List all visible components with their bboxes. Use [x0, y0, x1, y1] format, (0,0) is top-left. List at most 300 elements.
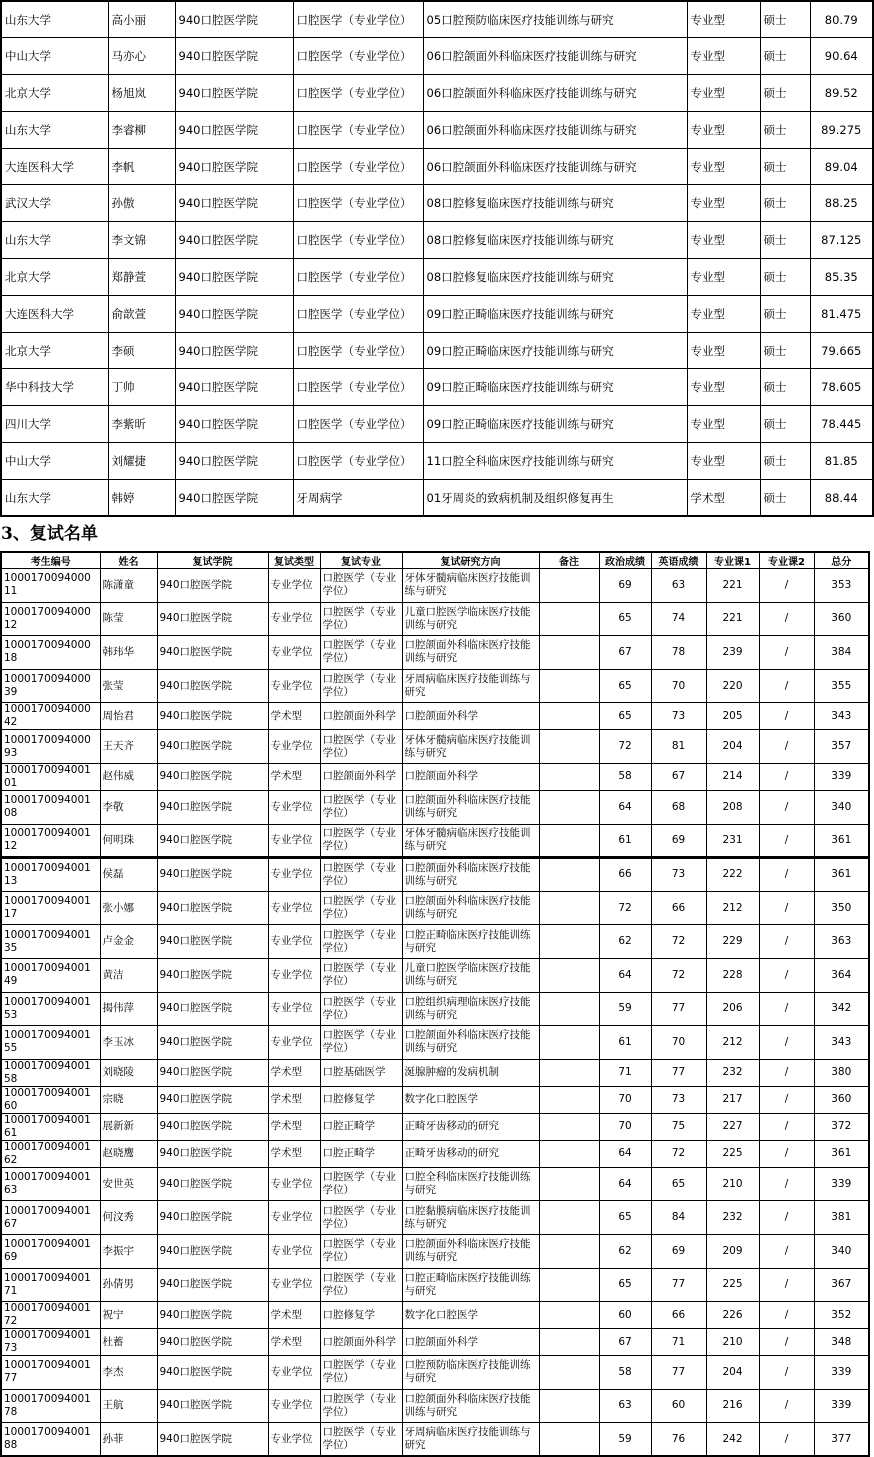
retest-cell-english: 68	[651, 790, 706, 824]
retest-cell-subject1: 214	[706, 763, 759, 790]
retest-cell-remark	[539, 763, 599, 790]
retest-cell-type: 专业学位	[268, 1356, 320, 1390]
retest-cell-subject1: 206	[706, 992, 759, 1026]
retest-cell-major: 口腔基础医学	[320, 1059, 402, 1086]
retest-cell-politics: 67	[599, 1329, 651, 1356]
admit-cell-degree-type: 专业型	[687, 259, 760, 296]
retest-cell-subject2: /	[759, 1059, 814, 1086]
retest-cell-subject1: 232	[706, 1059, 759, 1086]
admit-cell-name: 马亦心	[108, 38, 175, 75]
retest-cell-type: 学术型	[268, 703, 320, 730]
retest-cell-subject1: 226	[706, 1302, 759, 1329]
admit-cell-name: 郑静萱	[108, 259, 175, 296]
retest-cell-name: 安世英	[100, 1167, 157, 1201]
retest-cell-major: 口腔修复学	[320, 1086, 402, 1113]
admit-cell-school: 中山大学	[1, 443, 108, 480]
retest-cell-subject1: 221	[706, 569, 759, 603]
retest-cell-subject1: 217	[706, 1086, 759, 1113]
retest-cell-exam-id: 100017009400173	[1, 1329, 100, 1356]
retest-cell-college: 940口腔医学院	[157, 730, 268, 764]
admit-row	[1, 38, 873, 75]
retest-cell-major: 口腔颌面外科学	[320, 1329, 402, 1356]
retest-cell-politics: 66	[599, 858, 651, 892]
retest-cell-politics: 70	[599, 1086, 651, 1113]
admit-cell-major: 口腔医学（专业学位）	[293, 111, 423, 148]
retest-cell-name: 刘晓陵	[100, 1059, 157, 1086]
retest-cell-subject2: /	[759, 1113, 814, 1140]
admit-cell-score: 85.35	[810, 259, 873, 296]
retest-cell-college: 940口腔医学院	[157, 958, 268, 992]
admit-cell-name: 刘耀捷	[108, 443, 175, 480]
retest-cell-name: 展新新	[100, 1113, 157, 1140]
retest-cell-name: 张莹	[100, 669, 157, 703]
retest-cell-remark	[539, 1356, 599, 1390]
admit-cell-school: 四川大学	[1, 406, 108, 443]
retest-cell-subject2: /	[759, 824, 814, 858]
retest-cell-name: 李玉冰	[100, 1026, 157, 1060]
retest-cell-college: 940口腔医学院	[157, 1423, 268, 1457]
retest-cell-direction: 牙周病临床医疗技能训练与研究	[402, 669, 539, 703]
retest-cell-direction: 牙体牙髓病临床医疗技能训练与研究	[402, 730, 539, 764]
retest-cell-politics: 60	[599, 1302, 651, 1329]
retest-cell-subject2: /	[759, 858, 814, 892]
admit-cell-degree-type: 专业型	[687, 369, 760, 406]
retest-row	[1, 1059, 869, 1086]
retest-cell-english: 77	[651, 1268, 706, 1302]
admit-row	[1, 222, 873, 259]
retest-cell-name: 李敬	[100, 790, 157, 824]
retest-cell-type: 学术型	[268, 1113, 320, 1140]
admit-row	[1, 369, 873, 406]
retest-cell-exam-id: 100017009400012	[1, 602, 100, 636]
retest-cell-subject1: 210	[706, 1167, 759, 1201]
retest-cell-major: 口腔医学（专业学位）	[320, 569, 402, 603]
retest-cell-total: 339	[814, 1356, 869, 1390]
admit-cell-direction: 06口腔颌面外科临床医疗技能训练与研究	[423, 148, 687, 185]
retest-cell-total: 355	[814, 669, 869, 703]
retest-cell-name: 何明珠	[100, 824, 157, 858]
retest-header-cell: 专业课1	[706, 552, 759, 569]
retest-cell-type: 专业学位	[268, 925, 320, 959]
admit-cell-major: 口腔医学（专业学位）	[293, 1, 423, 38]
retest-row	[1, 1167, 869, 1201]
retest-cell-college: 940口腔医学院	[157, 790, 268, 824]
admit-cell-score: 79.665	[810, 332, 873, 369]
retest-cell-exam-id: 100017009400160	[1, 1086, 100, 1113]
retest-cell-name: 孙倩男	[100, 1268, 157, 1302]
retest-cell-major: 口腔医学（专业学位）	[320, 790, 402, 824]
admit-cell-school: 北京大学	[1, 259, 108, 296]
retest-cell-remark	[539, 1059, 599, 1086]
retest-row	[1, 891, 869, 925]
admit-cell-college: 940口腔医学院	[175, 185, 293, 222]
retest-cell-remark	[539, 1268, 599, 1302]
retest-cell-remark	[539, 1234, 599, 1268]
retest-cell-name: 陈莹	[100, 602, 157, 636]
admit-cell-name: 李硕	[108, 332, 175, 369]
retest-cell-major: 口腔医学（专业学位）	[320, 1423, 402, 1457]
retest-row	[1, 703, 869, 730]
retest-cell-total: 361	[814, 858, 869, 892]
retest-cell-total: 377	[814, 1423, 869, 1457]
admit-cell-college: 940口腔医学院	[175, 75, 293, 112]
admit-cell-name: 韩婷	[108, 479, 175, 516]
retest-row	[1, 1423, 869, 1457]
retest-cell-total: 348	[814, 1329, 869, 1356]
retest-cell-major: 口腔医学（专业学位）	[320, 1234, 402, 1268]
admit-cell-degree-type: 专业型	[687, 443, 760, 480]
retest-cell-remark	[539, 1140, 599, 1167]
retest-cell-major: 口腔修复学	[320, 1302, 402, 1329]
admit-cell-degree-type: 专业型	[687, 1, 760, 38]
retest-cell-exam-id: 100017009400155	[1, 1026, 100, 1060]
retest-cell-major: 口腔医学（专业学位）	[320, 669, 402, 703]
retest-cell-exam-id: 100017009400167	[1, 1201, 100, 1235]
admit-cell-score: 78.605	[810, 369, 873, 406]
retest-header-cell: 英语成绩	[651, 552, 706, 569]
retest-row	[1, 1302, 869, 1329]
retest-cell-college: 940口腔医学院	[157, 925, 268, 959]
retest-row	[1, 824, 869, 858]
retest-cell-total: 360	[814, 602, 869, 636]
admit-cell-major: 口腔医学（专业学位）	[293, 332, 423, 369]
retest-cell-type: 专业学位	[268, 1026, 320, 1060]
retest-cell-subject2: /	[759, 992, 814, 1026]
retest-cell-remark	[539, 1329, 599, 1356]
retest-cell-name: 陈潇童	[100, 569, 157, 603]
admit-cell-major: 口腔医学（专业学位）	[293, 406, 423, 443]
admit-cell-degree-type: 专业型	[687, 332, 760, 369]
retest-cell-college: 940口腔医学院	[157, 1086, 268, 1113]
retest-cell-english: 60	[651, 1389, 706, 1423]
admit-cell-degree-level: 硕士	[760, 443, 810, 480]
retest-cell-total: 372	[814, 1113, 869, 1140]
admit-row	[1, 332, 873, 369]
retest-cell-english: 73	[651, 1086, 706, 1113]
retest-cell-major: 口腔医学（专业学位）	[320, 730, 402, 764]
retest-cell-direction: 口腔颌面外科临床医疗技能训练与研究	[402, 636, 539, 670]
admit-cell-school: 武汉大学	[1, 185, 108, 222]
retest-row	[1, 925, 869, 959]
retest-cell-remark	[539, 992, 599, 1026]
retest-cell-total: 343	[814, 1026, 869, 1060]
admit-row	[1, 295, 873, 332]
retest-row	[1, 1268, 869, 1302]
retest-cell-english: 72	[651, 925, 706, 959]
retest-cell-name: 李杰	[100, 1356, 157, 1390]
retest-cell-type: 专业学位	[268, 992, 320, 1026]
retest-cell-college: 940口腔医学院	[157, 1201, 268, 1235]
admit-cell-major: 口腔医学（专业学位）	[293, 295, 423, 332]
retest-cell-english: 77	[651, 1059, 706, 1086]
admit-cell-degree-level: 硕士	[760, 295, 810, 332]
retest-cell-subject2: /	[759, 703, 814, 730]
retest-cell-direction: 牙体牙髓病临床医疗技能训练与研究	[402, 824, 539, 858]
retest-row	[1, 730, 869, 764]
retest-cell-subject1: 220	[706, 669, 759, 703]
retest-cell-major: 口腔正畸学	[320, 1140, 402, 1167]
retest-cell-exam-id: 100017009400158	[1, 1059, 100, 1086]
retest-cell-direction: 口腔全科临床医疗技能训练与研究	[402, 1167, 539, 1201]
retest-cell-remark	[539, 1113, 599, 1140]
retest-cell-college: 940口腔医学院	[157, 1140, 268, 1167]
admit-cell-degree-type: 专业型	[687, 185, 760, 222]
retest-cell-direction: 牙周病临床医疗技能训练与研究	[402, 1423, 539, 1457]
retest-cell-subject1: 222	[706, 858, 759, 892]
retest-cell-remark	[539, 790, 599, 824]
retest-row	[1, 602, 869, 636]
section-title: 3、复试名单	[1, 524, 98, 544]
retest-cell-english: 81	[651, 730, 706, 764]
retest-cell-remark	[539, 1026, 599, 1060]
retest-cell-type: 专业学位	[268, 1268, 320, 1302]
retest-cell-major: 口腔医学（专业学位）	[320, 1167, 402, 1201]
admit-cell-degree-type: 专业型	[687, 406, 760, 443]
admit-cell-degree-type: 专业型	[687, 148, 760, 185]
retest-cell-college: 940口腔医学院	[157, 858, 268, 892]
admit-cell-school: 山东大学	[1, 111, 108, 148]
retest-cell-politics: 72	[599, 891, 651, 925]
retest-cell-politics: 58	[599, 763, 651, 790]
retest-header-cell: 复试专业	[320, 552, 402, 569]
admit-cell-major: 口腔医学（专业学位）	[293, 443, 423, 480]
retest-cell-major: 口腔医学（专业学位）	[320, 602, 402, 636]
admit-cell-school: 大连医科大学	[1, 295, 108, 332]
retest-cell-type: 专业学位	[268, 1234, 320, 1268]
admit-cell-school: 华中科技大学	[1, 369, 108, 406]
retest-row	[1, 958, 869, 992]
retest-cell-subject2: /	[759, 1201, 814, 1235]
admit-cell-direction: 08口腔修复临床医疗技能训练与研究	[423, 185, 687, 222]
retest-cell-direction: 口腔颌面外科临床医疗技能训练与研究	[402, 858, 539, 892]
admit-row	[1, 111, 873, 148]
retest-cell-college: 940口腔医学院	[157, 569, 268, 603]
retest-cell-subject1: 232	[706, 1201, 759, 1235]
retest-cell-total: 360	[814, 1086, 869, 1113]
admit-cell-major: 口腔医学（专业学位）	[293, 75, 423, 112]
retest-cell-subject1: 228	[706, 958, 759, 992]
retest-cell-politics: 67	[599, 636, 651, 670]
retest-cell-total: 380	[814, 1059, 869, 1086]
retest-cell-total: 384	[814, 636, 869, 670]
admit-cell-college: 940口腔医学院	[175, 295, 293, 332]
retest-cell-exam-id: 100017009400149	[1, 958, 100, 992]
retest-cell-type: 专业学位	[268, 858, 320, 892]
admit-cell-direction: 01牙周炎的致病机制及组织修复再生	[423, 479, 687, 516]
retest-cell-english: 69	[651, 1234, 706, 1268]
admit-cell-name: 高小丽	[108, 1, 175, 38]
retest-cell-subject1: 221	[706, 602, 759, 636]
retest-cell-politics: 69	[599, 569, 651, 603]
retest-cell-major: 口腔医学（专业学位）	[320, 992, 402, 1026]
admit-cell-college: 940口腔医学院	[175, 111, 293, 148]
retest-cell-exam-id: 100017009400117	[1, 891, 100, 925]
retest-cell-name: 王航	[100, 1389, 157, 1423]
retest-cell-direction: 口腔正畸临床医疗技能训练与研究	[402, 1268, 539, 1302]
retest-cell-english: 84	[651, 1201, 706, 1235]
retest-cell-name: 王天齐	[100, 730, 157, 764]
retest-cell-politics: 65	[599, 602, 651, 636]
admit-cell-direction: 09口腔正畸临床医疗技能训练与研究	[423, 406, 687, 443]
admit-cell-name: 李文锦	[108, 222, 175, 259]
retest-cell-type: 专业学位	[268, 602, 320, 636]
retest-cell-english: 72	[651, 958, 706, 992]
retest-cell-college: 940口腔医学院	[157, 669, 268, 703]
retest-cell-college: 940口腔医学院	[157, 1268, 268, 1302]
admit-cell-direction: 08口腔修复临床医疗技能训练与研究	[423, 259, 687, 296]
retest-cell-type: 专业学位	[268, 958, 320, 992]
admit-cell-degree-type: 专业型	[687, 38, 760, 75]
admitted-list-table	[0, 0, 874, 517]
retest-header-cell: 姓名	[100, 552, 157, 569]
retest-cell-politics: 59	[599, 992, 651, 1026]
retest-cell-college: 940口腔医学院	[157, 602, 268, 636]
admit-row	[1, 443, 873, 480]
retest-row	[1, 569, 869, 603]
retest-cell-direction: 数字化口腔医学	[402, 1302, 539, 1329]
retest-cell-politics: 71	[599, 1059, 651, 1086]
retest-row	[1, 992, 869, 1026]
retest-cell-total: 367	[814, 1268, 869, 1302]
retest-header-cell: 专业课2	[759, 552, 814, 569]
retest-cell-exam-id: 100017009400135	[1, 925, 100, 959]
retest-cell-total: 363	[814, 925, 869, 959]
retest-cell-english: 66	[651, 891, 706, 925]
retest-cell-subject2: /	[759, 1329, 814, 1356]
admit-row	[1, 259, 873, 296]
admit-cell-degree-level: 硕士	[760, 222, 810, 259]
admit-cell-name: 李睿柳	[108, 111, 175, 148]
admit-cell-score: 78.445	[810, 406, 873, 443]
admit-cell-degree-type: 专业型	[687, 111, 760, 148]
admit-cell-direction: 06口腔颌面外科临床医疗技能训练与研究	[423, 111, 687, 148]
retest-cell-subject2: /	[759, 1234, 814, 1268]
retest-cell-direction: 儿童口腔医学临床医疗技能训练与研究	[402, 958, 539, 992]
retest-cell-major: 口腔医学（专业学位）	[320, 1026, 402, 1060]
retest-cell-type: 学术型	[268, 1086, 320, 1113]
retest-header-cell: 备注	[539, 552, 599, 569]
retest-cell-name: 祝宁	[100, 1302, 157, 1329]
admit-row	[1, 1, 873, 38]
retest-cell-politics: 72	[599, 730, 651, 764]
retest-cell-exam-id: 100017009400112	[1, 824, 100, 858]
retest-cell-english: 72	[651, 1140, 706, 1167]
retest-cell-exam-id: 100017009400172	[1, 1302, 100, 1329]
retest-cell-total: 352	[814, 1302, 869, 1329]
retest-cell-exam-id: 100017009400161	[1, 1113, 100, 1140]
admit-cell-degree-level: 硕士	[760, 406, 810, 443]
retest-cell-remark	[539, 891, 599, 925]
retest-cell-direction: 口腔正畸临床医疗技能训练与研究	[402, 925, 539, 959]
retest-cell-subject2: /	[759, 1356, 814, 1390]
retest-cell-type: 学术型	[268, 1329, 320, 1356]
retest-cell-major: 口腔医学（专业学位）	[320, 1389, 402, 1423]
retest-cell-type: 专业学位	[268, 569, 320, 603]
admit-cell-school: 大连医科大学	[1, 148, 108, 185]
retest-cell-direction: 口腔黏膜病临床医疗技能训练与研究	[402, 1201, 539, 1235]
retest-header-row	[1, 552, 869, 569]
retest-cell-name: 侯磊	[100, 858, 157, 892]
admit-cell-direction: 09口腔正畸临床医疗技能训练与研究	[423, 332, 687, 369]
retest-cell-major: 口腔颌面外科学	[320, 763, 402, 790]
admit-cell-college: 940口腔医学院	[175, 479, 293, 516]
admit-row	[1, 185, 873, 222]
retest-cell-total: 342	[814, 992, 869, 1026]
retest-cell-politics: 58	[599, 1356, 651, 1390]
admit-cell-name: 李紫昕	[108, 406, 175, 443]
retest-cell-direction: 口腔颌面外科临床医疗技能训练与研究	[402, 1389, 539, 1423]
retest-cell-exam-id: 100017009400113	[1, 858, 100, 892]
admit-cell-degree-type: 专业型	[687, 295, 760, 332]
retest-cell-remark	[539, 1389, 599, 1423]
admit-cell-degree-level: 硕士	[760, 111, 810, 148]
retest-cell-subject2: /	[759, 891, 814, 925]
retest-cell-type: 专业学位	[268, 824, 320, 858]
retest-cell-subject1: 225	[706, 1140, 759, 1167]
retest-cell-subject1: 225	[706, 1268, 759, 1302]
retest-cell-direction: 口腔颌面外科学	[402, 1329, 539, 1356]
retest-cell-name: 周怡君	[100, 703, 157, 730]
retest-cell-remark	[539, 703, 599, 730]
admit-cell-degree-level: 硕士	[760, 75, 810, 112]
retest-cell-direction: 口腔预防临床医疗技能训练与研究	[402, 1356, 539, 1390]
retest-cell-exam-id: 100017009400011	[1, 569, 100, 603]
admit-cell-major: 口腔医学（专业学位）	[293, 185, 423, 222]
admit-cell-degree-type: 专业型	[687, 222, 760, 259]
retest-cell-politics: 61	[599, 1026, 651, 1060]
admit-cell-score: 87.125	[810, 222, 873, 259]
retest-cell-total: 361	[814, 824, 869, 858]
retest-cell-college: 940口腔医学院	[157, 1234, 268, 1268]
retest-cell-english: 73	[651, 858, 706, 892]
retest-cell-total: 340	[814, 790, 869, 824]
retest-row	[1, 1086, 869, 1113]
retest-cell-direction: 正畸牙齿移动的研究	[402, 1113, 539, 1140]
retest-cell-subject1: 204	[706, 730, 759, 764]
admit-row	[1, 75, 873, 112]
retest-cell-direction: 口腔颌面外科学	[402, 763, 539, 790]
retest-cell-remark	[539, 858, 599, 892]
admit-cell-school: 山东大学	[1, 479, 108, 516]
admit-cell-direction: 11口腔全科临床医疗技能训练与研究	[423, 443, 687, 480]
admit-row	[1, 479, 873, 516]
retest-cell-name: 李振宇	[100, 1234, 157, 1268]
admit-cell-degree-level: 硕士	[760, 332, 810, 369]
retest-cell-major: 口腔医学（专业学位）	[320, 958, 402, 992]
retest-cell-exam-id: 100017009400163	[1, 1167, 100, 1201]
retest-cell-subject1: 212	[706, 1026, 759, 1060]
retest-cell-subject1: 231	[706, 824, 759, 858]
retest-cell-english: 69	[651, 824, 706, 858]
retest-cell-subject2: /	[759, 763, 814, 790]
retest-cell-english: 67	[651, 763, 706, 790]
admit-cell-college: 940口腔医学院	[175, 369, 293, 406]
retest-row	[1, 1026, 869, 1060]
retest-cell-english: 76	[651, 1423, 706, 1457]
retest-cell-subject1: 204	[706, 1356, 759, 1390]
retest-cell-exam-id: 100017009400018	[1, 636, 100, 670]
retest-row	[1, 1329, 869, 1356]
retest-cell-english: 78	[651, 636, 706, 670]
admit-cell-direction: 08口腔修复临床医疗技能训练与研究	[423, 222, 687, 259]
retest-cell-english: 74	[651, 602, 706, 636]
retest-cell-total: 381	[814, 1201, 869, 1235]
admit-cell-college: 940口腔医学院	[175, 259, 293, 296]
admit-cell-major: 口腔医学（专业学位）	[293, 148, 423, 185]
admit-cell-score: 90.64	[810, 38, 873, 75]
retest-cell-remark	[539, 669, 599, 703]
admit-cell-college: 940口腔医学院	[175, 332, 293, 369]
